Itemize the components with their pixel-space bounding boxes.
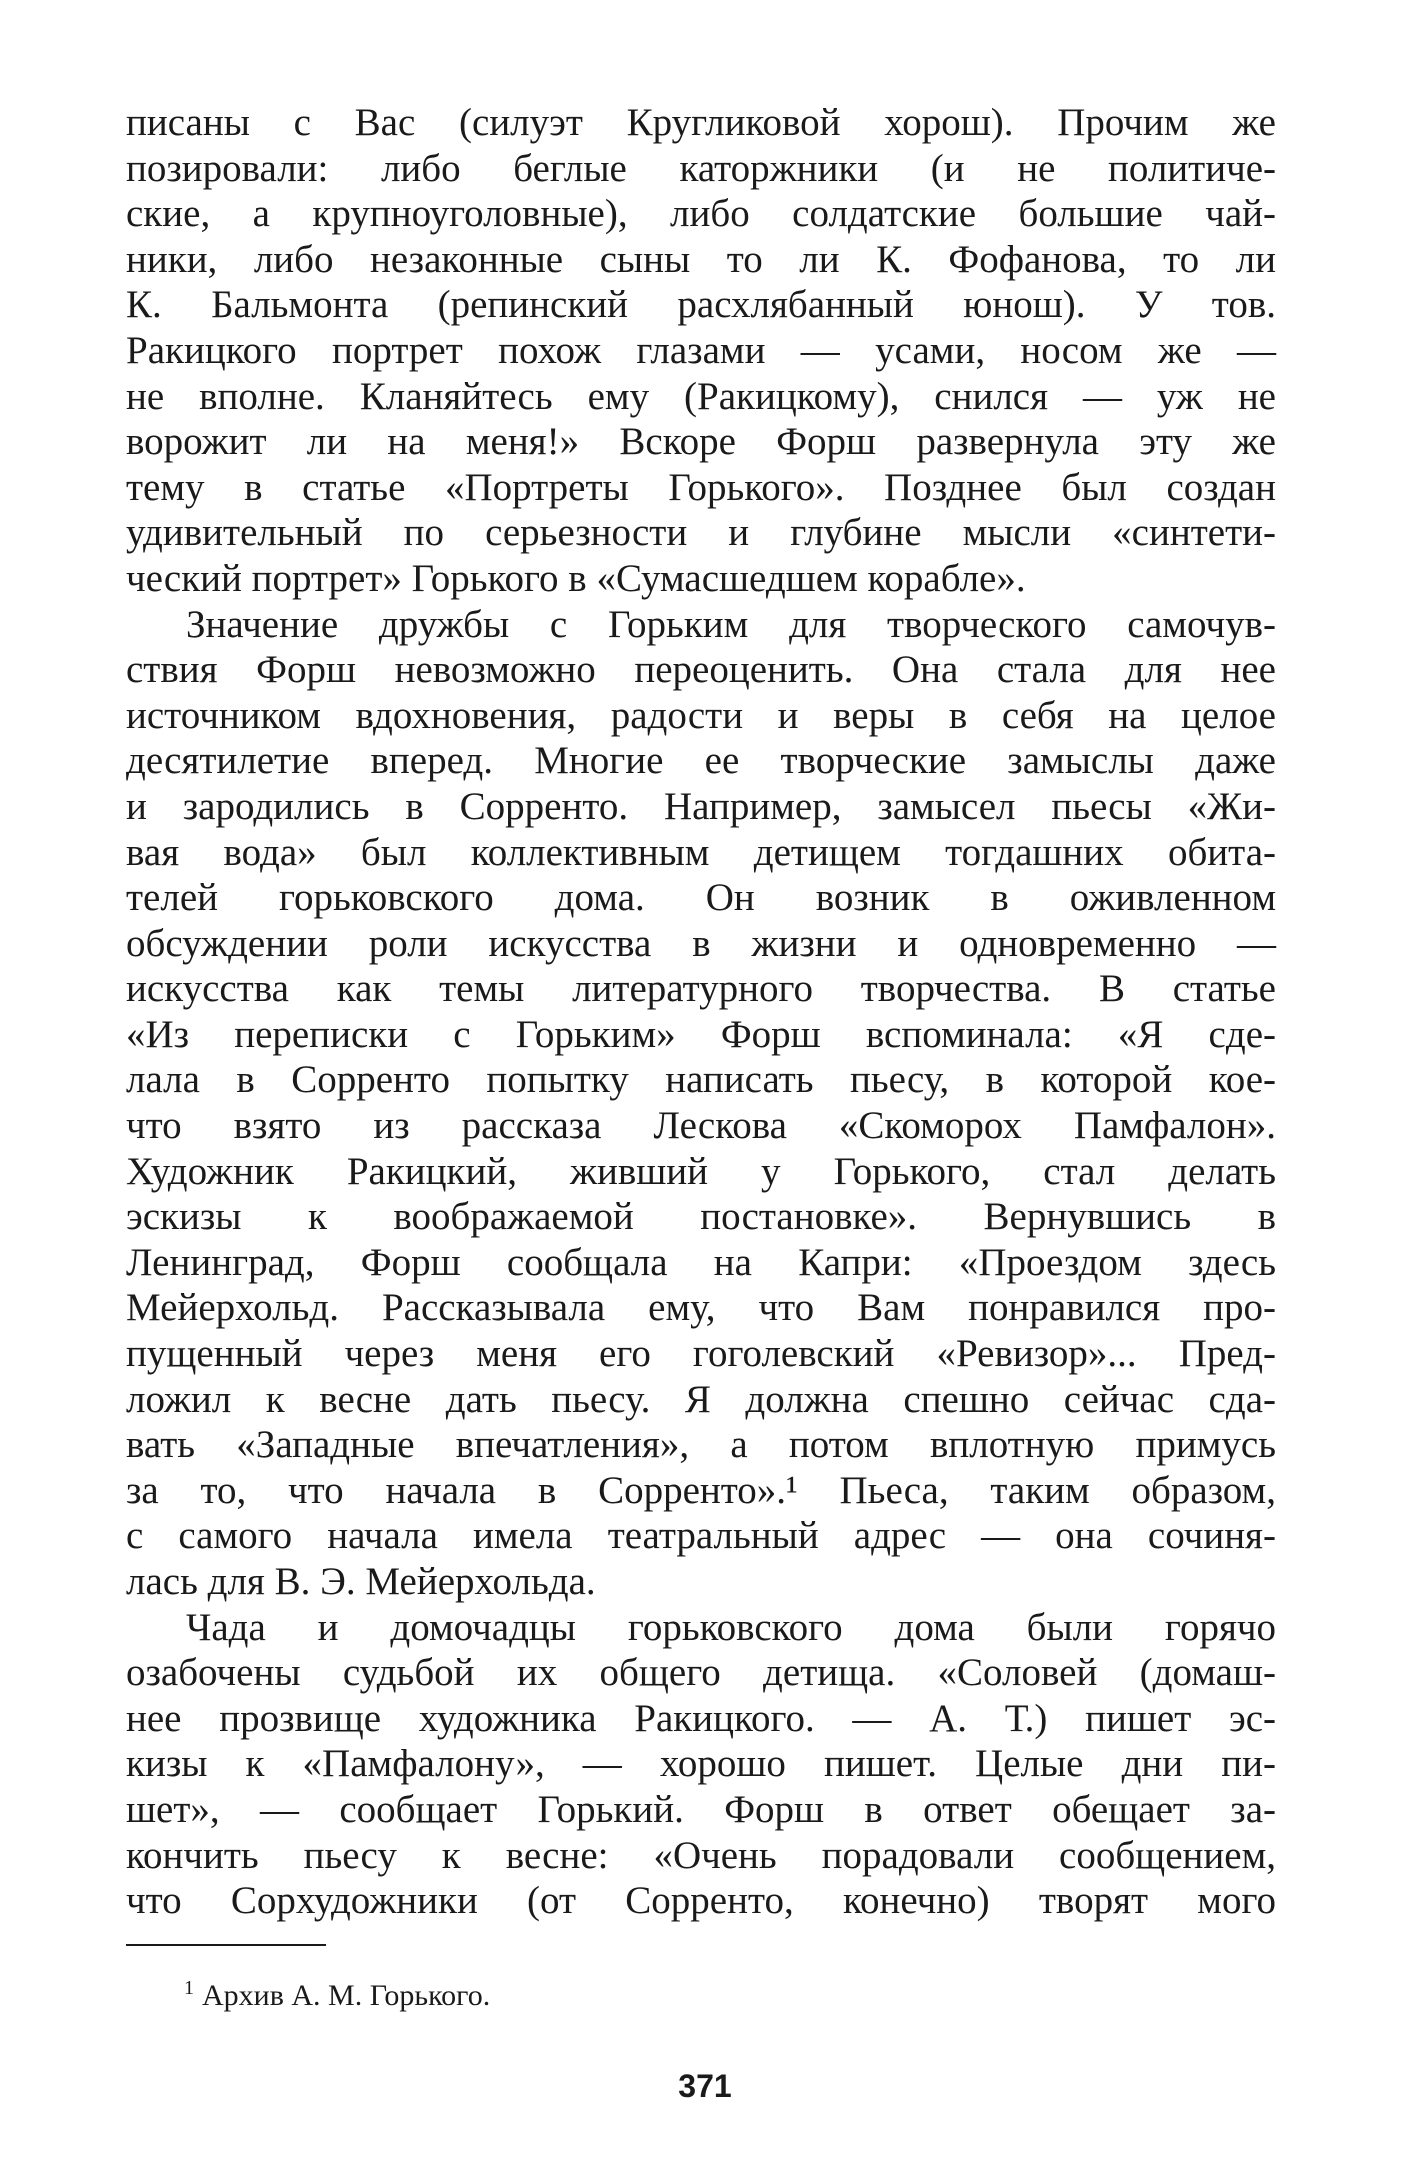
text-line: Значение дружбы с Горьким для творческого самочув-: [186, 602, 1276, 646]
text-line: Художник Ракицкий, живший у Горького, стал делать: [126, 1149, 1276, 1193]
text-line: кизы к «Памфалону», — хорошо пишет. Целые дни пи-: [126, 1742, 1276, 1786]
text-line: позировали: либо беглые каторжники (и не политиче-: [126, 146, 1276, 190]
text-line: вать «Западные впечатления», а потом вплотную примусь: [126, 1423, 1276, 1467]
text-line: «Из переписки с Горьким» Форш вспоминала: «Я сде-: [126, 1012, 1276, 1056]
text-line: вая вода» был коллективным детищем тогдашних обита-: [126, 830, 1276, 874]
text-line: тему в статье «Портреты Горького». Позднее был создан: [126, 465, 1276, 509]
text-line: Ракицкого портрет похож глазами — усами, носом же —: [126, 328, 1276, 372]
footnote-divider: [126, 1944, 326, 1946]
text-line: лала в Сорренто попытку написать пьесу, в которой кое-: [126, 1058, 1276, 1102]
text-line: ские, а крупноуголовные), либо солдатские большие чай-: [126, 192, 1276, 236]
text-line: писаны с Вас (силуэт Кругликовой хорош). Прочим же: [126, 101, 1276, 144]
text-line: что Сорхудожники (от Сорренто, конечно) творят мого: [126, 1879, 1276, 1923]
text-line: обсуждении роли искусства в жизни и одновременно —: [126, 921, 1276, 965]
text-line: ческий портрет» Горького в «Сумасшедшем корабле».: [126, 556, 1026, 600]
text-line: Чада и домочадцы горьковского дома были горячо: [186, 1605, 1276, 1649]
text-line: с самого начала имела театральный адрес — она сочиня-: [126, 1514, 1276, 1558]
text-line: за то, что начала в Сорренто».¹ Пьеса, таким образом,: [126, 1468, 1276, 1512]
text-line: что взято из рассказа Лескова «Скоморох Памфалон».: [126, 1104, 1276, 1148]
text-line: Мейерхольд. Рассказывала ему, что Вам понравился про-: [126, 1286, 1276, 1330]
text-line: пущенный через меня его гоголевский «Ревизор»... Пред-: [126, 1332, 1276, 1376]
footnote: [184, 1968, 490, 2016]
text-line: и зародились в Сорренто. Например, замысел пьесы «Жи-: [126, 784, 1276, 828]
text-line: телей горьковского дома. Он возник в оживленном: [126, 876, 1276, 920]
text-line: кончить пьесу к весне: «Очень порадовали сообщением,: [126, 1833, 1276, 1877]
body-text: [126, 100, 1276, 1924]
text-line: ложил к весне дать пьесу. Я должна спешно сейчас сда-: [126, 1377, 1276, 1421]
footnote-marker: 1: [184, 1977, 194, 1999]
text-line: ворожит ли на меня!» Вскоре Форш развернула эту же: [126, 420, 1276, 464]
text-line: лась для В. Э. Мейерхольда.: [126, 1560, 596, 1603]
text-line: источником вдохновения, радости и веры в себя на целое: [126, 693, 1276, 737]
text-line: эскизы к воображаемой постановке». Вернувшись в: [126, 1195, 1276, 1239]
footnote-text: Архив А. М. Горького.: [202, 1979, 491, 2012]
page-number: 371: [678, 2068, 732, 2104]
text-line: искусства как темы литературного творчества. В статье: [126, 967, 1276, 1011]
text-line: не вполне. Кланяйтесь ему (Ракицкому), снился — уж не: [126, 374, 1276, 418]
text-line: удивительный по серьезности и глубине мысли «синтети-: [126, 511, 1276, 555]
text-line: шет», — сообщает Горький. Форш в ответ обещает за-: [126, 1787, 1276, 1831]
text-line: К. Бальмонта (репинский расхлябанный юнош). У тов.: [126, 283, 1276, 327]
text-line: десятилетие вперед. Многие ее творческие замыслы даже: [126, 739, 1276, 783]
text-line: Ленинград, Форш сообщала на Капри: «Проездом здесь: [126, 1240, 1276, 1284]
text-line: озабочены судьбой их общего детища. «Соловей (домаш-: [126, 1651, 1276, 1695]
text-line: нее прозвище художника Ракицкого. — А. Т.) пишет эс-: [126, 1696, 1276, 1740]
text-line: ники, либо незаконные сыны то ли К. Фофанова, то ли: [126, 237, 1276, 281]
text-line: ствия Форш невозможно переоценить. Она стала для нее: [126, 648, 1276, 692]
